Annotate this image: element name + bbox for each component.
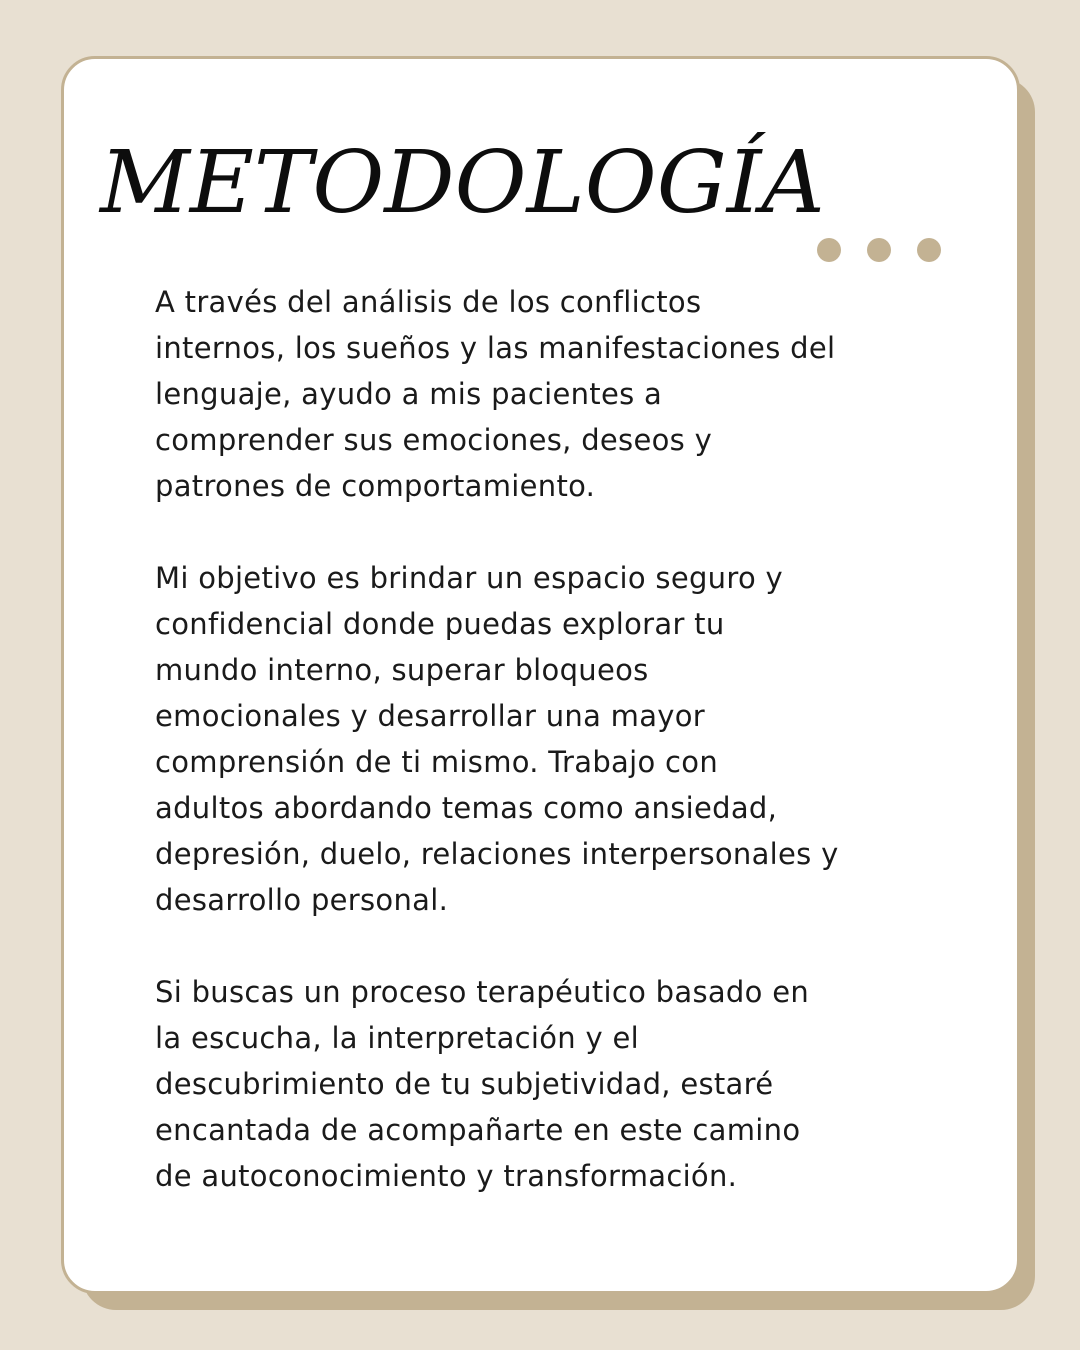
paragraph-objective: Mi objetivo es brindar un espacio seguro y confidencial donde puedas explorar tu mundo interno, superar bloqueos emocionales y desarrollar una mayor comprensión de ti mismo. Trabajo con adultos abordando temas como ansiedad, depresión, duelo, relaciones interpersonales y desarrollo personal. [155, 561, 839, 917]
page-title: METODOLOGÍA [100, 133, 825, 233]
dot-icon [917, 238, 941, 262]
paragraph-intro: A través del análisis de los conflictos internos, los sueños y las manifestaciones del lenguaje, ayudo a mis pacientes a comprender sus emociones, deseos y patrones de comportamiento. [155, 285, 836, 503]
dot-icon [867, 238, 891, 262]
decorative-dots [817, 238, 941, 262]
body-text [155, 279, 945, 1199]
paragraph-invitation: Si buscas un proceso terapéutico basado en la escucha, la interpretación y el descubrimiento de tu subjetividad, estaré encantada de acompañarte en este camino de autoconocimiento y transformación. [155, 975, 810, 1193]
dot-icon [817, 238, 841, 262]
